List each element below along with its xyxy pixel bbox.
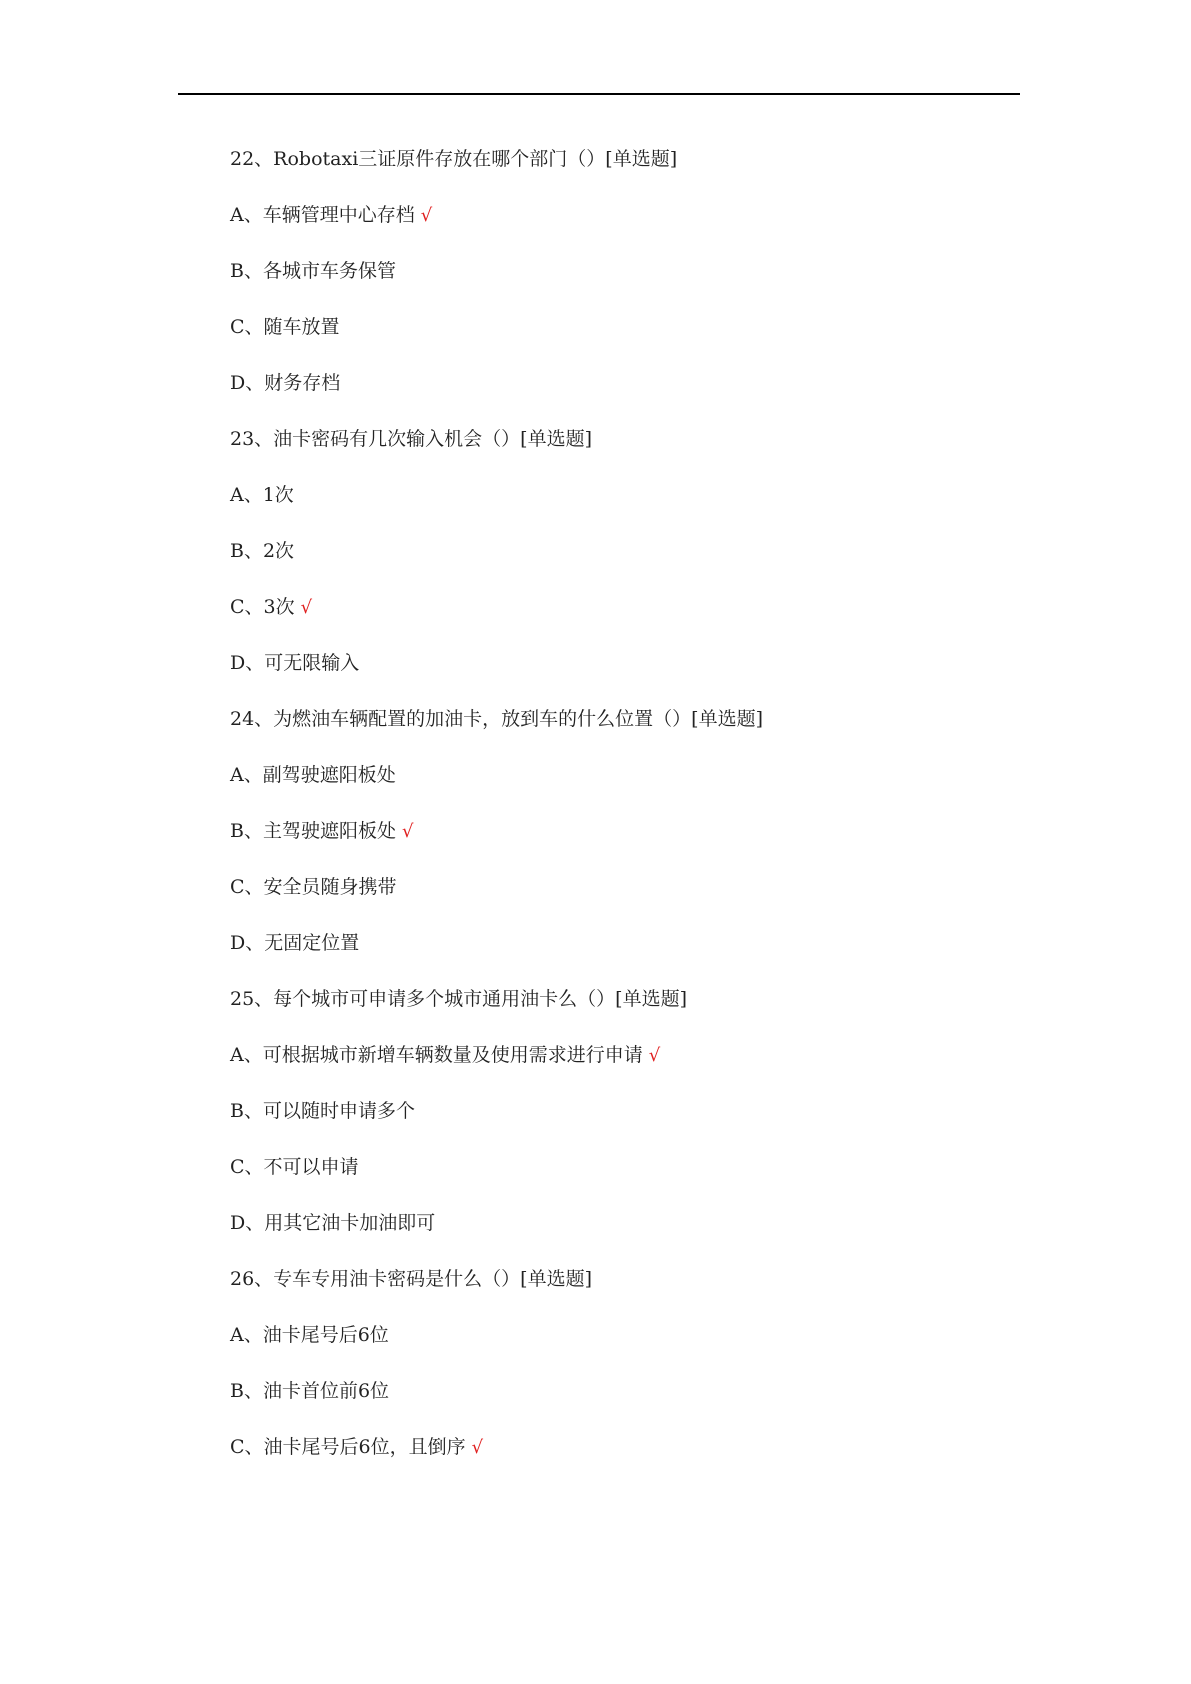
option-item: A、1次	[230, 484, 294, 506]
option-item: C、安全员随身携带	[230, 876, 397, 898]
option-item: D、可无限输入	[230, 652, 360, 674]
option-item: D、财务存档	[230, 372, 341, 394]
correct-check-icon: √	[648, 1045, 661, 1066]
question-title: 23、油卡密码有几次输入机会（）[单选题]	[230, 428, 593, 450]
option-item: B、各城市车务保管	[230, 260, 396, 282]
option-item: C、随车放置	[230, 316, 340, 338]
correct-check-icon: √	[401, 821, 414, 842]
question-title: 26、专车专用油卡密码是什么（）[单选题]	[230, 1268, 593, 1290]
option-item: B、主驾驶遮阳板处 √	[230, 820, 414, 842]
option-item: B、2次	[230, 540, 295, 562]
question-list	[230, 142, 1010, 1486]
option-item: B、油卡首位前6位	[230, 1380, 390, 1402]
option-item: A、车辆管理中心存档 √	[230, 204, 433, 226]
option-item: C、油卡尾号后6位，且倒序 √	[230, 1436, 484, 1458]
option-item: C、3次 √	[230, 596, 313, 618]
option-item: C、不可以申请	[230, 1156, 359, 1178]
option-item: A、油卡尾号后6位	[230, 1324, 389, 1346]
option-item: B、可以随时申请多个	[230, 1100, 415, 1122]
correct-check-icon: √	[420, 205, 433, 226]
option-item: A、可根据城市新增车辆数量及使用需求进行申请 √	[230, 1044, 661, 1066]
question-title: 25、每个城市可申请多个城市通用油卡么（）[单选题]	[230, 988, 688, 1010]
header-rule	[178, 93, 1020, 95]
correct-check-icon: √	[471, 1437, 484, 1458]
question-title: 22、Robotaxi三证原件存放在哪个部门（）[单选题]	[230, 148, 678, 170]
option-item: A、副驾驶遮阳板处	[230, 764, 396, 786]
correct-check-icon: √	[300, 597, 313, 618]
question-title: 24、为燃油车辆配置的加油卡，放到车的什么位置（）[单选题]	[230, 708, 764, 730]
option-item: D、无固定位置	[230, 932, 360, 954]
option-item: D、用其它油卡加油即可	[230, 1212, 436, 1234]
